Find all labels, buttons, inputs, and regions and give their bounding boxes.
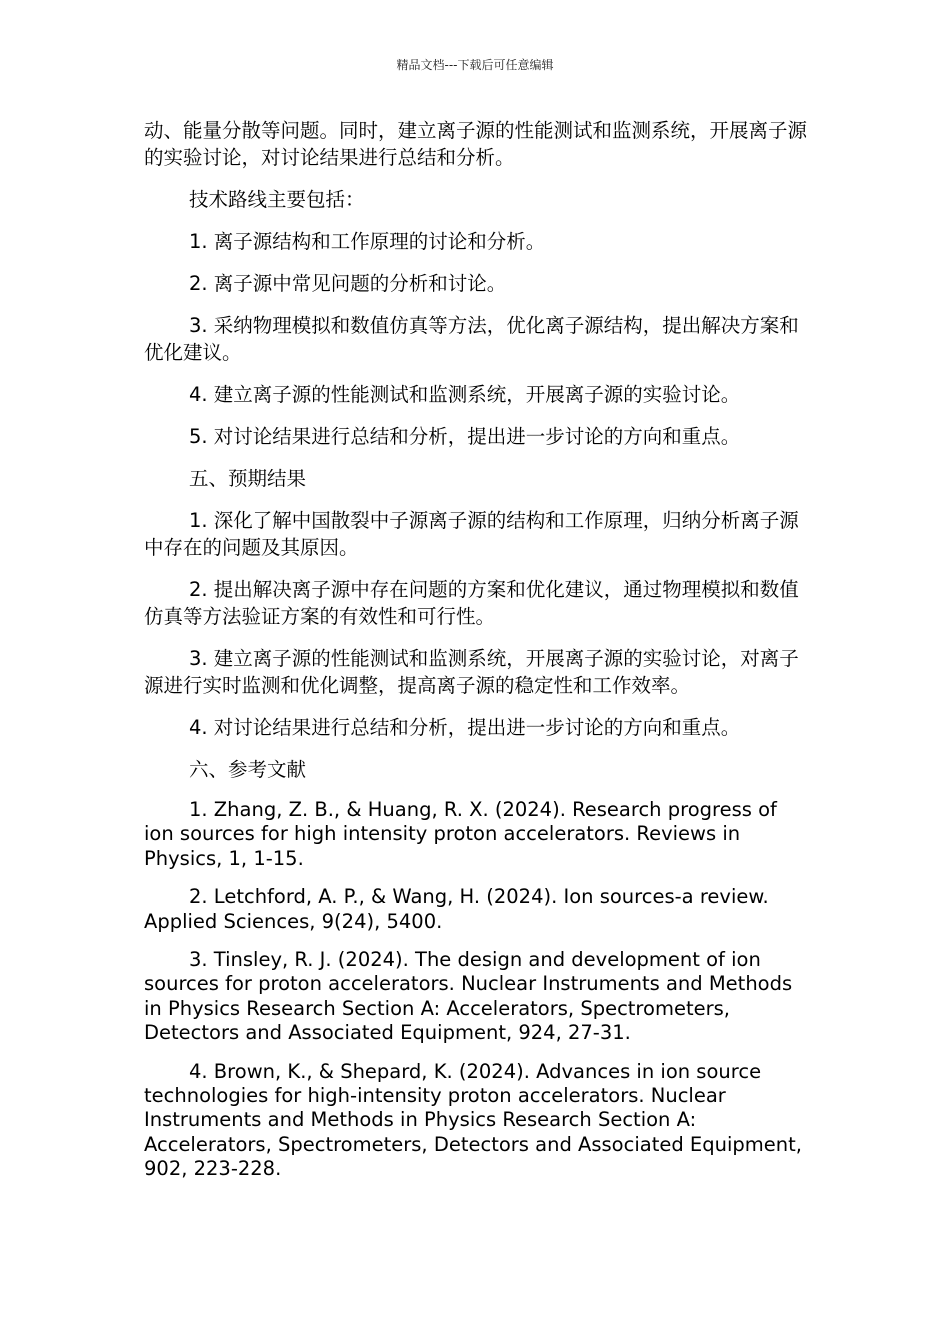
reference-item-3: 3. Tinsley, R. J. (2024). The design and development of ion sources for proton accelerators. Nuclear Instruments and Methods in Physics Research Section A: Accelerators, Spectrometers, Detectors and Associated Equipment, 924, 27-31. bbox=[144, 948, 793, 1045]
list-item-result-1: 1. 深化了解中国散裂中子源离子源的结构和工作原理，归纳分析离子源中存在的问题及其原因。 bbox=[144, 509, 799, 559]
section-heading-expected-results: 五、预期结果 bbox=[189, 467, 307, 490]
list-item-route-5: 5. 对讨论结果进行总结和分析，提出进一步讨论的方向和重点。 bbox=[189, 425, 741, 448]
reference-item-1: 1. Zhang, Z. B., & Huang, R. X. (2024). Research progress of ion sources for high intensity proton accelerators. Reviews in Physics, 1, 1-15. bbox=[144, 798, 777, 870]
list-item-route-2: 2. 离子源中常见问题的分析和讨论。 bbox=[189, 272, 507, 295]
document-body bbox=[144, 117, 809, 1196]
list-item-route-4: 4. 建立离子源的性能测试和监测系统，开展离子源的实验讨论。 bbox=[189, 383, 741, 406]
paragraph-technical-route-intro: 技术路线主要包括： bbox=[189, 188, 365, 211]
list-item-result-2: 2. 提出解决离子源中存在问题的方案和优化建议，通过物理模拟和数值仿真等方法验证方案的有效性和可行性。 bbox=[144, 578, 799, 628]
page-header: 精品文档---下载后可任意编辑 bbox=[396, 58, 554, 72]
list-item-route-1: 1. 离子源结构和工作原理的讨论和分析。 bbox=[189, 230, 546, 253]
reference-item-4: 4. Brown, K., & Shepard, K. (2024). Advances in ion source technologies for high-intensity proton accelerators. Nuclear Instruments and Methods in Physics Research Section A: Accelerators, Spectrometers, Detectors and Associated Equipment, 902, 223-228. bbox=[144, 1059, 802, 1181]
paragraph-continuation: 动、能量分散等问题。同时，建立离子源的性能测试和监测系统，开展离子源的实验讨论，对讨论结果进行总结和分析。 bbox=[144, 119, 808, 169]
list-item-result-4: 4. 对讨论结果进行总结和分析，提出进一步讨论的方向和重点。 bbox=[189, 716, 741, 739]
list-item-result-3: 3. 建立离子源的性能测试和监测系统，开展离子源的实验讨论，对离子源进行实时监测和优化调整，提高离子源的稳定性和工作效率。 bbox=[144, 647, 799, 697]
list-item-route-3: 3. 采纳物理模拟和数值仿真等方法，优化离子源结构，提出解决方案和优化建议。 bbox=[144, 314, 799, 364]
reference-item-2: 2. Letchford, A. P., & Wang, H. (2024). Ion sources-a review. Applied Sciences, 9(24), 5400. bbox=[144, 885, 769, 933]
section-heading-references: 六、参考文献 bbox=[189, 758, 307, 781]
